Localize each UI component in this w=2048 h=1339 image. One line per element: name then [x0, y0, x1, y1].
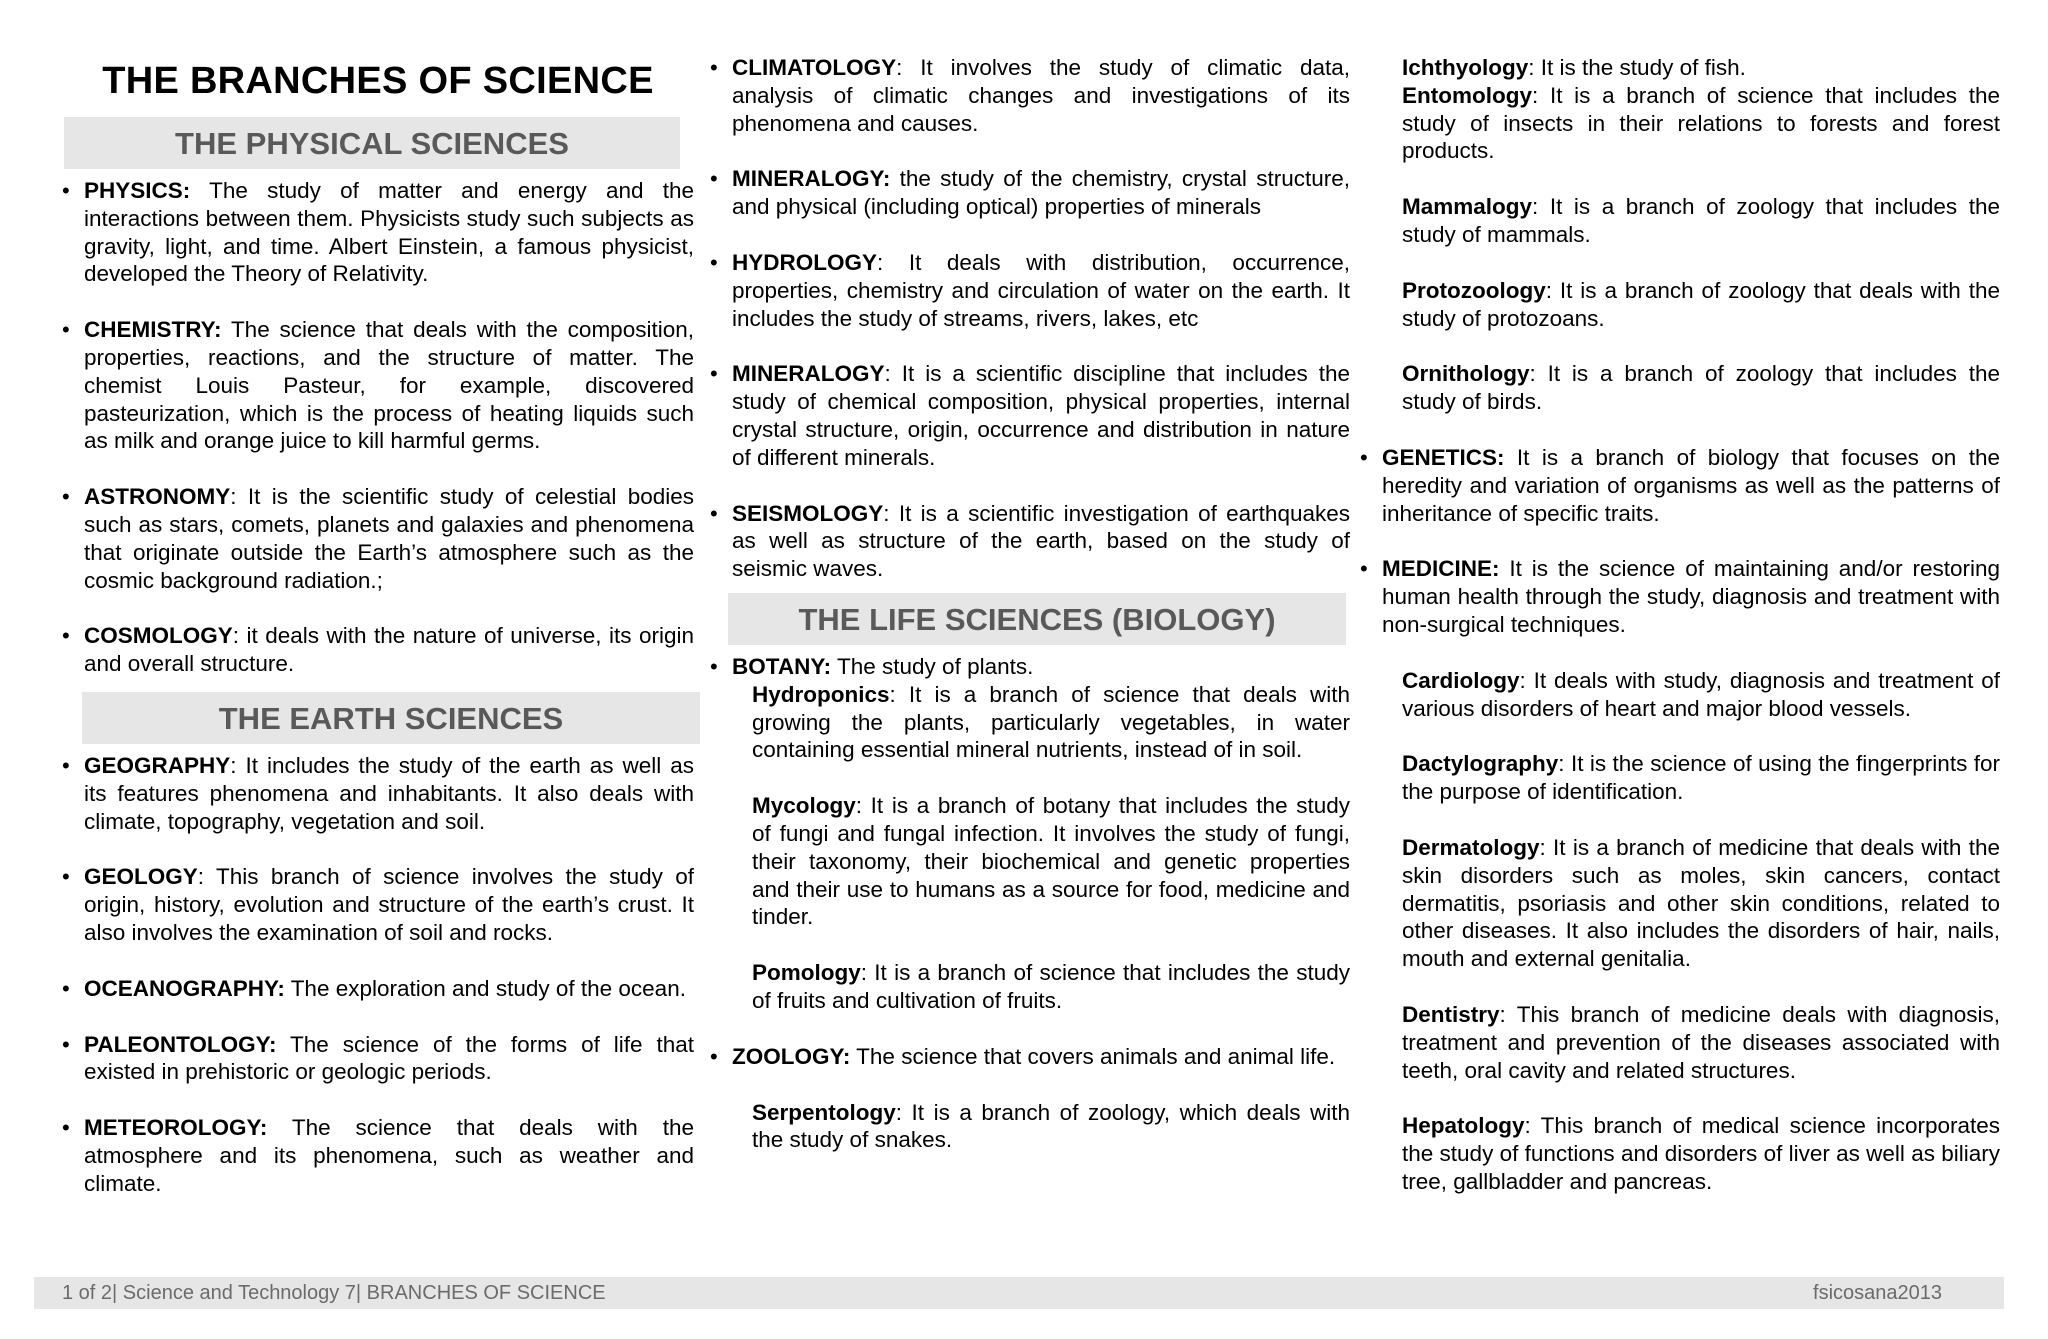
sub-entry-serpentology	[710, 1099, 1350, 1155]
entry-hydrology	[710, 249, 1350, 332]
entry-geography	[62, 752, 694, 835]
term: Dermatology	[1402, 834, 1540, 860]
column-1	[62, 54, 694, 1198]
definition: : It is the scientific study of celestial bodies such as stars, comets, planets and galaxies and phenomena that originate outside the Earth’s atmosphere such as the cosmic background radiation.;	[84, 484, 694, 593]
sub-entry-entomology	[1360, 82, 2000, 165]
definition: : It is a branch of zoology that includes the study of birds.	[1402, 361, 2000, 415]
definition: The science that deals with the atmosphere and its phenomena, such as weather and climate.	[84, 1115, 694, 1196]
page-footer	[34, 1277, 2004, 1309]
entry-zoology	[710, 1043, 1350, 1071]
term: GEOGRAPHY	[84, 752, 231, 778]
entry-mineralogy-2	[710, 360, 1350, 471]
definition: : This branch of medicine deals with diagnosis, treatment and prevention of the diseases associated with teeth, oral cavity and related structures.	[1402, 1001, 2000, 1083]
sub-entry-ichthyology	[1360, 54, 2000, 82]
sub-entry-mammalogy	[1360, 193, 2000, 249]
entry-medicine	[1360, 555, 2000, 638]
definition: : it deals with the nature of universe, its origin and overall structure.	[84, 623, 694, 677]
term: Serpentology	[752, 1099, 896, 1125]
definition: : It is a branch of medicine that deals with the skin disorders such as moles, skin cancers, contact dermatitis, psoriasis and other skin conditions, related to other diseases. It also includes the disorders of hair, nails, mouth and external genitalia.	[1402, 834, 2000, 972]
definition: The study of matter and energy and the interactions between them. Physicists study such subjects as gravity, light, and time. Albert Einstein, a famous physicist, developed the Theory of Relativity.	[84, 178, 694, 287]
term: MINERALOGY	[732, 361, 885, 387]
definition: The study of plants.	[831, 653, 1034, 679]
sub-entry-dermatology	[1360, 834, 2000, 973]
entry-genetics	[1360, 444, 2000, 527]
term: Hepatology	[1402, 1113, 1525, 1139]
term: Cardiology	[1402, 667, 1520, 693]
sub-entry-cardiology	[1360, 667, 2000, 723]
entry-botany	[710, 653, 1350, 681]
term: Dactylography	[1402, 751, 1559, 777]
term: GEOLOGY	[84, 864, 198, 890]
definition: : It is a branch of zoology, which deals with the study of snakes.	[752, 1099, 1350, 1153]
entry-astronomy	[62, 483, 694, 594]
sub-entry-ornithology	[1360, 360, 2000, 416]
definition: : It is a scientific investigation of earthquakes as well as structure of the earth, based on the study of seismic waves.	[732, 500, 1350, 582]
definition: the study of the chemistry, crystal structure, and physical (including optical) properties of minerals	[732, 166, 1350, 220]
term: PHYSICS:	[84, 178, 191, 203]
definition: The science of the forms of life that existed in prehistoric or geologic periods.	[84, 1031, 694, 1085]
term: MINERALOGY:	[732, 166, 891, 192]
definition: It is a branch of biology that focuses on the heredity and variation of organisms as well as the patterns of inheritance of specific traits.	[1382, 444, 2000, 526]
page-title: THE BRANCHES OF SCIENCE	[102, 60, 654, 102]
entry-meteorology	[62, 1114, 694, 1197]
footer-page-info: 1 of 2| Science and Technology 7| BRANCHES OF SCIENCE	[62, 1282, 606, 1304]
sub-entry-dentistry	[1360, 1001, 2000, 1084]
definition: It is the science of maintaining and/or restoring human health through the study, diagnosis and treatment with non-surgical techniques.	[1382, 556, 2000, 637]
definition: The science that deals with the composition, properties, reactions, and the structure of matter. The chemist Louis Pasteur, for example, discovered pasteurization, which is the process of heating liquids such as milk and orange juice to kill harmful germs.	[84, 317, 694, 454]
term: GENETICS:	[1382, 444, 1505, 470]
definition: : It includes the study of the earth as well as its features phenomena and inhabitants. It also deals with climate, topography, vegetation and soil.	[84, 752, 694, 834]
term: COSMOLOGY	[84, 623, 233, 649]
sub-entry-mycology	[710, 792, 1350, 931]
entry-mineralogy-1	[710, 165, 1350, 221]
term: Ornithology	[1402, 361, 1530, 387]
definition: : It is a branch of science that includes the study of fruits and cultivation of fruits.	[752, 960, 1350, 1013]
term: Pomology	[752, 960, 861, 986]
term: Mammalogy	[1402, 194, 1533, 220]
section-header-life-sciences: THE LIFE SCIENCES (BIOLOGY)	[728, 593, 1346, 645]
term: Protozoology	[1402, 277, 1546, 303]
sub-entry-dactylography	[1360, 750, 2000, 806]
definition: The exploration and study of the ocean.	[284, 975, 686, 1001]
column-2	[710, 54, 1350, 1154]
term: CLIMATOLOGY	[732, 55, 897, 80]
footer-author: fsicosana2013	[1813, 1282, 1942, 1304]
definition: : This branch of medical science incorporates the study of functions and disorders of liver as well as biliary tree, gallbladder and pancreas.	[1402, 1113, 2000, 1194]
term: OCEANOGRAPHY:	[84, 975, 285, 1001]
term: BOTANY:	[732, 653, 832, 679]
definition: : It is a branch of science that deals with growing the plants, particularly vegetables, in water containing essential mineral nutrients, instead of in soil.	[752, 681, 1350, 763]
definition: : It deals with distribution, occurrence, properties, chemistry and circulation of water on the earth. It includes the study of streams, rivers, lakes, etc	[732, 249, 1350, 331]
definition: : It involves the study of climatic data, analysis of climatic changes and investigations of its phenomena and causes.	[732, 55, 1350, 136]
term: CHEMISTRY:	[84, 317, 222, 343]
term: Mycology	[752, 793, 856, 819]
definition: : It is the study of fish.	[1528, 55, 1746, 80]
definition: : It is a branch of botany that includes the study of fungi and fungal infection. It involves the study of fungi, their taxonomy, their biochemical and genetic properties and their use to humans as a source for food, medicine and tinder.	[752, 793, 1350, 930]
term: METEOROLOGY:	[84, 1115, 268, 1141]
column-3	[1360, 54, 2000, 1196]
term: Ichthyology	[1402, 55, 1529, 80]
definition: : This branch of science involves the study of origin, history, evolution and structure of the earth’s crust. It also involves the examination of soil and rocks.	[84, 864, 694, 945]
sub-entry-protozoology	[1360, 277, 2000, 333]
term: Dentistry	[1402, 1001, 1500, 1027]
term: MEDICINE:	[1382, 556, 1500, 582]
section-header-physical-sciences: THE PHYSICAL SCIENCES	[64, 117, 680, 169]
entry-climatology	[710, 54, 1350, 137]
term: Hydroponics	[752, 681, 890, 707]
term: HYDROLOGY	[732, 249, 878, 275]
definition: The science that covers animals and animal life.	[850, 1043, 1336, 1069]
definition: : It is a branch of zoology that includes the study of mammals.	[1402, 194, 2000, 247]
entry-seismology	[710, 500, 1350, 583]
term: ASTRONOMY	[84, 484, 231, 510]
definition: : It is a branch of science that includes the study of insects in their relations to forests and forest products.	[1402, 82, 2000, 164]
entry-paleontology	[62, 1031, 694, 1087]
section-header-earth-sciences: THE EARTH SCIENCES	[82, 692, 700, 744]
entry-physics	[62, 177, 694, 288]
term: PALEONTOLOGY:	[84, 1031, 277, 1057]
term: Entomology	[1402, 82, 1532, 108]
entry-cosmology	[62, 622, 694, 678]
entry-geology	[62, 863, 694, 946]
sub-entry-hepatology	[1360, 1112, 2000, 1195]
definition: : It is a scientific discipline that includes the study of chemical composition, physical properties, internal crystal structure, origin, occurrence and distribution in nature of different minerals.	[732, 361, 1350, 470]
definition: : It deals with study, diagnosis and treatment of various disorders of heart and major blood vessels.	[1402, 667, 2000, 721]
definition: : It is the science of using the fingerprints for the purpose of identification.	[1402, 751, 2000, 805]
sub-entry-pomology	[710, 959, 1350, 1015]
term: SEISMOLOGY	[732, 500, 884, 526]
sub-entry-hydroponics	[710, 681, 1350, 764]
entry-chemistry	[62, 316, 694, 455]
term: ZOOLOGY:	[732, 1043, 851, 1069]
entry-oceanography	[62, 975, 694, 1003]
definition: : It is a branch of zoology that deals with the study of protozoans.	[1402, 277, 2000, 331]
